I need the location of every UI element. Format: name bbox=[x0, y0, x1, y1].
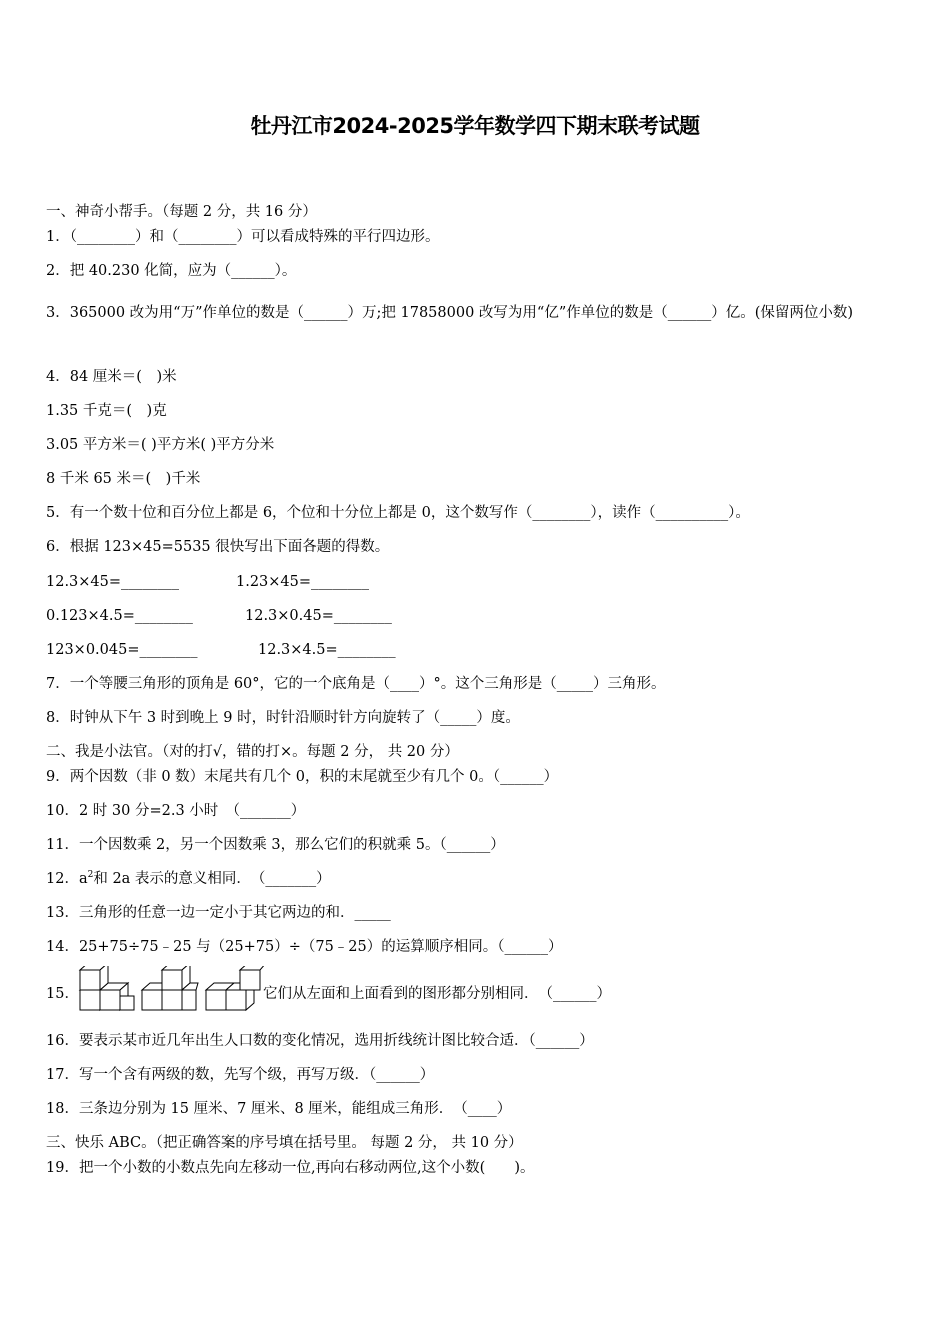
question-4d: 8 千米 65 米＝( )千米 bbox=[46, 471, 201, 487]
question-12 bbox=[46, 869, 331, 889]
question-8: 8．时钟从下午 3 时到晚上 9 时，时针沿顺时针方向旋转了（_____）度。 bbox=[46, 710, 520, 726]
question-19: 19．把一个小数的小数点先向左移动一位,再向右移动两位,这个小数( )。 bbox=[46, 1160, 535, 1176]
question-18: 18．三条边分别为 15 厘米、7 厘米、8 厘米，能组成三角形． （____） bbox=[46, 1101, 512, 1117]
question-9: 9．两个因数（非 0 数）末尾共有几个 0，积的末尾就至少有几个 0。（______） bbox=[46, 769, 559, 785]
question-10: 10．2 时 30 分=2.3 小时 （_______） bbox=[46, 803, 306, 819]
page-title: 牡丹江市2024-2025学年数学四下期末联考试题 bbox=[250, 114, 700, 138]
question-11: 11．一个因数乘 2，另一个因数乘 3，那么它们的积就乘 5。（______） bbox=[46, 837, 505, 853]
question-6-r3b: 12.3×4.5=________ bbox=[258, 642, 396, 658]
question-15-number: 15． bbox=[46, 986, 79, 1002]
question-14: 14．25+75÷75﹣25 与（25+75）÷（75﹣25）的运算顺序相同。（______） bbox=[46, 939, 563, 955]
question-4b: 1.35 千克＝( )克 bbox=[46, 403, 167, 419]
question-7: 7．一个等腰三角形的顶角是 60°，它的一个底角是（____）°。这个三角形是（_____）三角形。 bbox=[46, 676, 666, 692]
question-3: 3．365000 改为用“万”作单位的数是（______）万;把 17858000 改写为用“亿”作单位的数是（______）亿。(保留两位小数) bbox=[46, 305, 854, 321]
question-13: 13．三角形的任意一边一定小于其它两边的和．_____ bbox=[46, 905, 391, 921]
cube-figure-1 bbox=[80, 966, 134, 1010]
question-6-r1a: 12.3×45=________ bbox=[46, 574, 180, 590]
question-5: 5．有一个数十位和百分位上都是 6，个位和十分位上都是 0，这个数写作（________），读作（__________）。 bbox=[46, 505, 750, 521]
question-6-r2b: 12.3×0.45=________ bbox=[245, 608, 392, 624]
question-6-r3a: 123×0.045=________ bbox=[46, 642, 198, 658]
question-4a: 4．84 厘米＝( )米 bbox=[46, 369, 177, 385]
question-1: 1．（________）和（________）可以看成特殊的平行四边形。 bbox=[46, 229, 440, 245]
cube-figure-3 bbox=[206, 966, 266, 1010]
question-12-post: 和 2a 表示的意义相同． （_______） bbox=[93, 871, 331, 887]
question-2: 2．把 40.230 化简，应为（______）。 bbox=[46, 263, 297, 279]
question-15-text: 它们从左面和上面看到的图形都分别相同． （______） bbox=[263, 986, 611, 1002]
question-12-pre: 12．a bbox=[46, 871, 88, 887]
section-3-heading: 三、快乐 ABC。（把正确答案的序号填在括号里。 每题 2 分， 共 10 分） bbox=[46, 1135, 523, 1151]
question-17: 17．写一个含有两级的数，先写个级，再写万级．（______） bbox=[46, 1067, 435, 1083]
section-1-heading: 一、神奇小帮手。（每题 2 分，共 16 分） bbox=[46, 204, 317, 220]
section-2-heading: 二、我是小法官。（对的打√，错的打×。每题 2 分， 共 20 分） bbox=[46, 744, 459, 760]
question-16: 16．要表示某市近几年出生人口数的变化情况，选用折线统计图比较合适．（______） bbox=[46, 1033, 594, 1049]
cube-figure-2 bbox=[142, 966, 198, 1010]
question-6-stem: 6．根据 123×45=5535 很快写出下面各题的得数。 bbox=[46, 539, 390, 555]
cube-figures-image bbox=[76, 966, 266, 1014]
question-12-sup: 2 bbox=[87, 870, 94, 880]
question-6-r1b: 1.23×45=________ bbox=[236, 574, 370, 590]
question-4c: 3.05 平方米＝( )平方米( )平方分米 bbox=[46, 437, 275, 453]
question-6-r2a: 0.123×4.5=________ bbox=[46, 608, 193, 624]
